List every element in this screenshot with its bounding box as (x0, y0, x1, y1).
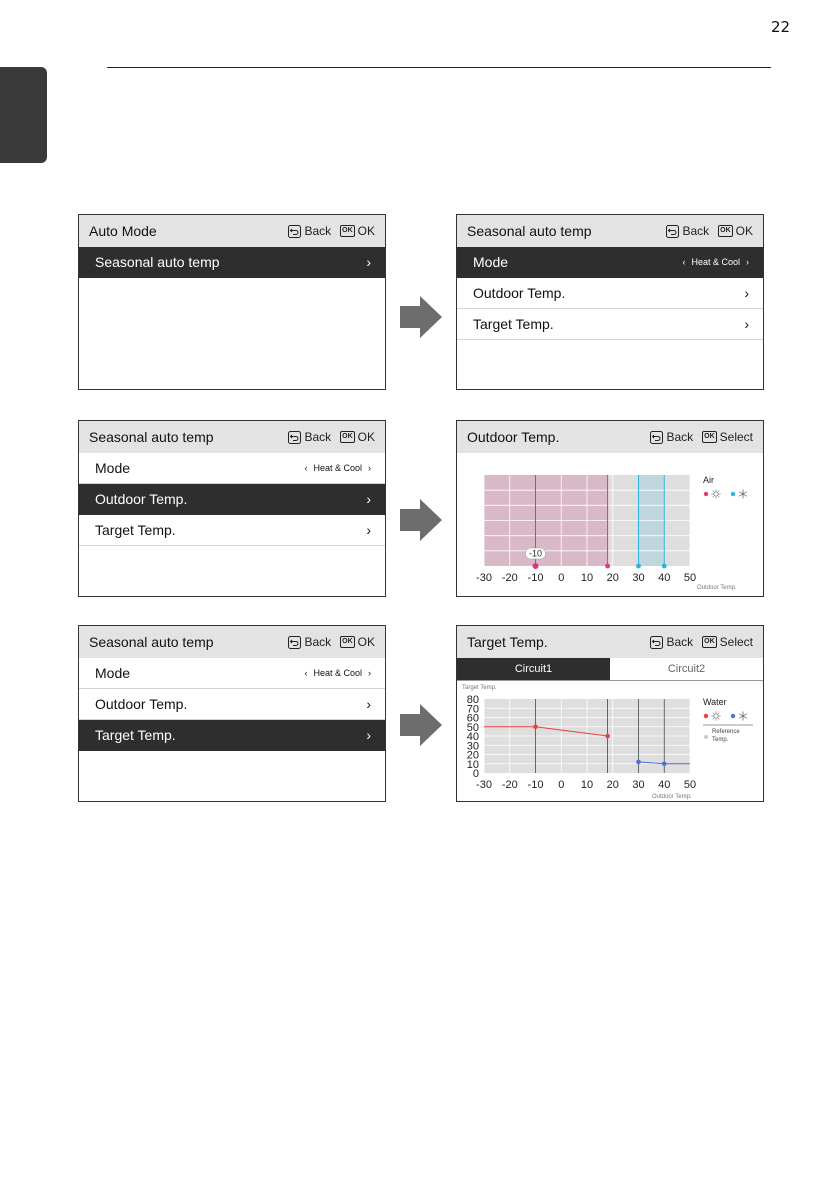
x-tick-label: 0 (558, 779, 565, 791)
x-tick-label: 0 (558, 572, 565, 584)
mode-selector[interactable] (682, 257, 749, 267)
heat-series-point (605, 734, 610, 739)
section-tab (0, 67, 47, 163)
menu-item-mode[interactable] (79, 453, 385, 484)
x-tick-label: -30 (476, 779, 492, 791)
screen-title: Target Temp. (467, 634, 548, 650)
ok-icon: OK (340, 225, 355, 237)
x-tick-label: 40 (658, 779, 671, 791)
x-tick-label: 20 (606, 572, 619, 584)
x-tick-label: 10 (580, 572, 594, 584)
heat-legend-dot (704, 492, 708, 496)
heat-threshold-point (605, 564, 610, 569)
screen-header (457, 626, 763, 658)
tab-circuit1[interactable]: Circuit1 (457, 658, 610, 680)
ok-label: OK (357, 224, 375, 238)
seasonal-auto-temp-screen-outdoor (78, 420, 386, 597)
y-tick-label: 30 (466, 740, 479, 753)
screen-header (79, 626, 385, 658)
x-tick-label: 40 (658, 572, 671, 584)
sun-icon (712, 490, 721, 499)
x-tick-label: -10 (527, 779, 544, 791)
seasonal-auto-temp-screen-target (78, 625, 386, 802)
chevron-left-icon[interactable]: ‹ (304, 463, 308, 473)
ok-label: OK (357, 635, 375, 649)
menu-item-outdoor-temp[interactable] (79, 484, 385, 515)
menu-item-label: Mode (95, 460, 131, 476)
y-tick-label: 60 (466, 712, 479, 725)
chevron-left-icon[interactable]: ‹ (304, 668, 308, 678)
x-tick-label: 20 (606, 779, 619, 791)
screen-title: Seasonal auto temp (89, 634, 214, 650)
header-rule (107, 67, 771, 68)
y-tick-label: 20 (466, 749, 479, 762)
back-label: Back (682, 224, 710, 238)
back-button[interactable] (288, 224, 331, 238)
x-tick-label: 50 (683, 779, 697, 791)
cool-series-point (662, 761, 667, 766)
y-tick-label: 10 (466, 758, 479, 771)
chevron-right-icon: › (366, 254, 371, 270)
back-icon (288, 225, 301, 238)
snowflake-icon (739, 712, 747, 721)
menu-item-label: Seasonal auto temp (95, 254, 220, 270)
y-tick-label: 70 (466, 703, 479, 716)
back-icon (288, 636, 301, 649)
selected-value-label: -10 (528, 548, 543, 559)
screen-header (79, 421, 385, 453)
ok-button[interactable] (340, 635, 375, 649)
ok-icon: OK (340, 431, 355, 443)
cool-threshold-point (662, 564, 667, 569)
menu-item-label: Target Temp. (473, 316, 554, 332)
tab-circuit2[interactable]: Circuit2 (667, 663, 706, 675)
x-tick-label: -10 (527, 572, 544, 584)
back-icon (666, 225, 679, 238)
ok-icon: OK (718, 225, 733, 237)
chevron-right-icon[interactable]: › (368, 668, 371, 678)
menu-item-target-temp[interactable] (457, 309, 763, 340)
arrow-right-icon (400, 296, 442, 338)
outdoor-temp-chart[interactable] (457, 453, 763, 594)
menu-item-label: Outdoor Temp. (473, 285, 566, 301)
cool-threshold-point (636, 564, 641, 569)
back-label: Back (304, 224, 332, 238)
screen-title: Seasonal auto temp (467, 223, 592, 239)
chevron-right-icon: › (744, 316, 749, 332)
x-tick-label: 10 (580, 779, 594, 791)
ok-button[interactable] (340, 430, 375, 444)
select-label: Select (719, 635, 753, 649)
heat-threshold-point (533, 563, 539, 569)
menu-item-mode[interactable] (457, 247, 763, 278)
legend-title: Air (703, 475, 714, 485)
reference-label-line1: Reference (712, 729, 740, 735)
back-icon (650, 636, 663, 649)
cool-legend-dot (731, 714, 735, 718)
heat-series-point (533, 724, 538, 729)
back-label: Back (666, 635, 694, 649)
reference-legend-label (712, 729, 741, 743)
menu-item-mode[interactable] (79, 658, 385, 689)
back-label: Back (304, 635, 332, 649)
menu-item-label: Target Temp. (95, 727, 176, 743)
y-tick-label: 40 (466, 731, 479, 743)
select-button[interactable] (702, 635, 753, 649)
ok-button[interactable] (340, 224, 375, 238)
legend-title: Water (703, 697, 727, 707)
chevron-right-icon: › (366, 522, 371, 538)
menu-item-label: Mode (473, 254, 509, 270)
x-axis-label: Outdoor Temp. (652, 794, 692, 800)
y-tick-label: 0 (472, 768, 479, 780)
mode-selector[interactable] (304, 463, 371, 473)
select-label: Select (719, 430, 753, 444)
back-button[interactable] (650, 430, 693, 444)
x-tick-label: -20 (501, 779, 518, 791)
screen-header (79, 215, 385, 247)
x-tick-label: -20 (501, 572, 518, 584)
ok-label: OK (357, 430, 375, 444)
y-tick-label: 50 (466, 721, 479, 734)
mode-value: Heat & Cool (313, 668, 362, 678)
reference-legend-dot (704, 735, 708, 739)
seasonal-auto-temp-screen-mode (456, 214, 764, 390)
outdoor-temp-screen (456, 420, 764, 597)
menu-item-outdoor-temp[interactable] (457, 278, 763, 309)
sun-icon (712, 712, 721, 721)
ok-icon: OK (702, 636, 717, 648)
ok-icon: OK (340, 636, 355, 648)
target-temp-screen (456, 625, 764, 802)
y-axis-label: Target Temp. (462, 685, 497, 691)
ok-button[interactable] (718, 224, 753, 238)
ok-label: OK (735, 224, 753, 238)
menu-item-label: Mode (95, 665, 131, 681)
chevron-right-icon[interactable]: › (368, 463, 371, 473)
arrow-right-icon (400, 499, 442, 541)
y-tick-label: 80 (466, 694, 479, 706)
menu-item-target-temp[interactable] (79, 720, 385, 751)
ok-icon: OK (702, 431, 717, 443)
mode-value: Heat & Cool (691, 257, 740, 267)
x-tick-label: 30 (632, 779, 645, 791)
mode-value: Heat & Cool (313, 463, 362, 473)
page-number: 22 (771, 18, 791, 36)
menu-item-label: Outdoor Temp. (95, 491, 188, 507)
menu-item-target-temp[interactable] (79, 515, 385, 546)
menu-item-label: Target Temp. (95, 522, 176, 538)
chevron-right-icon: › (366, 696, 371, 712)
chevron-right-icon[interactable]: › (746, 257, 749, 267)
back-button[interactable] (650, 635, 693, 649)
chevron-right-icon: › (744, 285, 749, 301)
back-label: Back (304, 430, 332, 444)
target-temp-chart[interactable] (457, 681, 763, 800)
x-tick-label: 30 (632, 572, 645, 584)
heat-legend-dot (704, 714, 708, 718)
screen-header (457, 421, 763, 453)
chevron-right-icon: › (366, 491, 371, 507)
screen-title: Seasonal auto temp (89, 429, 214, 445)
back-icon (650, 431, 663, 444)
x-tick-label: 50 (683, 572, 697, 584)
snowflake-icon (739, 490, 747, 499)
screen-title: Auto Mode (89, 223, 157, 239)
back-label: Back (666, 430, 694, 444)
circuit-tabs (457, 658, 763, 681)
back-button[interactable] (288, 430, 331, 444)
x-tick-label: -30 (476, 572, 492, 584)
menu-item-seasonal-auto-temp[interactable] (79, 247, 385, 278)
screen-title: Outdoor Temp. (467, 429, 560, 445)
back-button[interactable] (288, 635, 331, 649)
auto-mode-screen (78, 214, 386, 390)
chevron-right-icon: › (366, 727, 371, 743)
back-icon (288, 431, 301, 444)
menu-item-label: Outdoor Temp. (95, 696, 188, 712)
cool-series-point (636, 760, 641, 765)
select-button[interactable] (702, 430, 753, 444)
mode-selector[interactable] (304, 668, 371, 678)
chevron-left-icon[interactable]: ‹ (682, 257, 686, 267)
arrow-right-icon (400, 704, 442, 746)
chart-legend (703, 475, 747, 499)
x-axis-label: Outdoor Temp. (697, 585, 737, 591)
chart-legend (703, 697, 753, 743)
menu-item-outdoor-temp[interactable] (79, 689, 385, 720)
back-button[interactable] (666, 224, 709, 238)
reference-label-line2: Temp. (712, 737, 729, 743)
screen-header (457, 215, 763, 247)
cool-legend-dot (731, 492, 735, 496)
